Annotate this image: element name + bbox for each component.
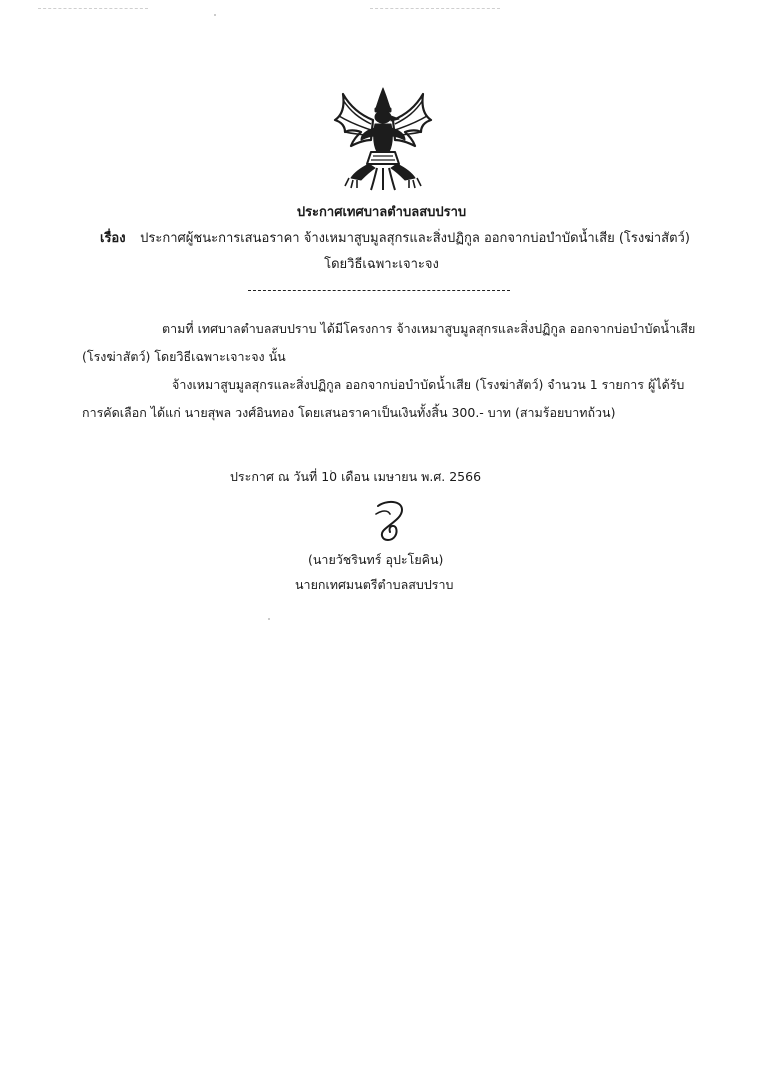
paragraph-2-line-2: การคัดเลือก ได้แก่ นายสุพล วงศ์อินทอง โดยเสนอราคาเป็นเงินทั้งสิ้น 300.- บาท (สามร้อยบาทถ้วน) — [82, 405, 616, 420]
scan-artifact — [370, 8, 500, 9]
handwritten-signature-icon — [368, 498, 412, 544]
scan-speck — [214, 14, 216, 16]
header-divider — [248, 290, 510, 291]
paragraph-1-line-1: ตามที่ เทศบาลตำบลสบปราบ ได้มีโครงการ จ้างเหมาสูบมูลสุกรและสิ่งปฏิกูล ออกจากบ่อบำบัดน้ำเสีย — [162, 321, 696, 336]
announcement-date: ประกาศ ณ วันที่ 10 เดือน เมษายน พ.ศ. 2566 — [230, 469, 482, 484]
scan-artifact — [38, 8, 148, 9]
subject-label: เรื่อง — [100, 231, 126, 246]
paragraph-2-line-1: จ้างเหมาสูบมูลสุกรและสิ่งปฏิกูล ออกจากบ่อบำบัดน้ำเสีย (โรงฆ่าสัตว์) จำนวน 1 รายการ ผู้ได้รับ — [172, 377, 685, 392]
signer-title: นายกเทศมนตรีตำบลสบปราบ — [295, 577, 454, 592]
subject-line-2: โดยวิธีเฉพาะเจาะจง — [324, 257, 439, 272]
garuda-emblem-icon — [331, 86, 435, 192]
subject-row — [100, 230, 690, 248]
paragraph-1-line-2: (โรงฆ่าสัตว์) โดยวิธีเฉพาะเจาะจง นั้น — [82, 349, 286, 364]
scan-speck — [268, 618, 270, 620]
document-title: ประกาศเทศบาลตำบลสบปราบ — [296, 205, 467, 220]
signer-name: (นายวัชรินทร์ อุปะโยคิน) — [308, 552, 444, 567]
subject-line-1: ประกาศผู้ชนะการเสนอราคา จ้างเหมาสูบมูลสุกรและสิ่งปฏิกูล ออกจากบ่อบำบัดน้ำเสีย (โรงฆ่าสัตว์) — [140, 231, 690, 246]
